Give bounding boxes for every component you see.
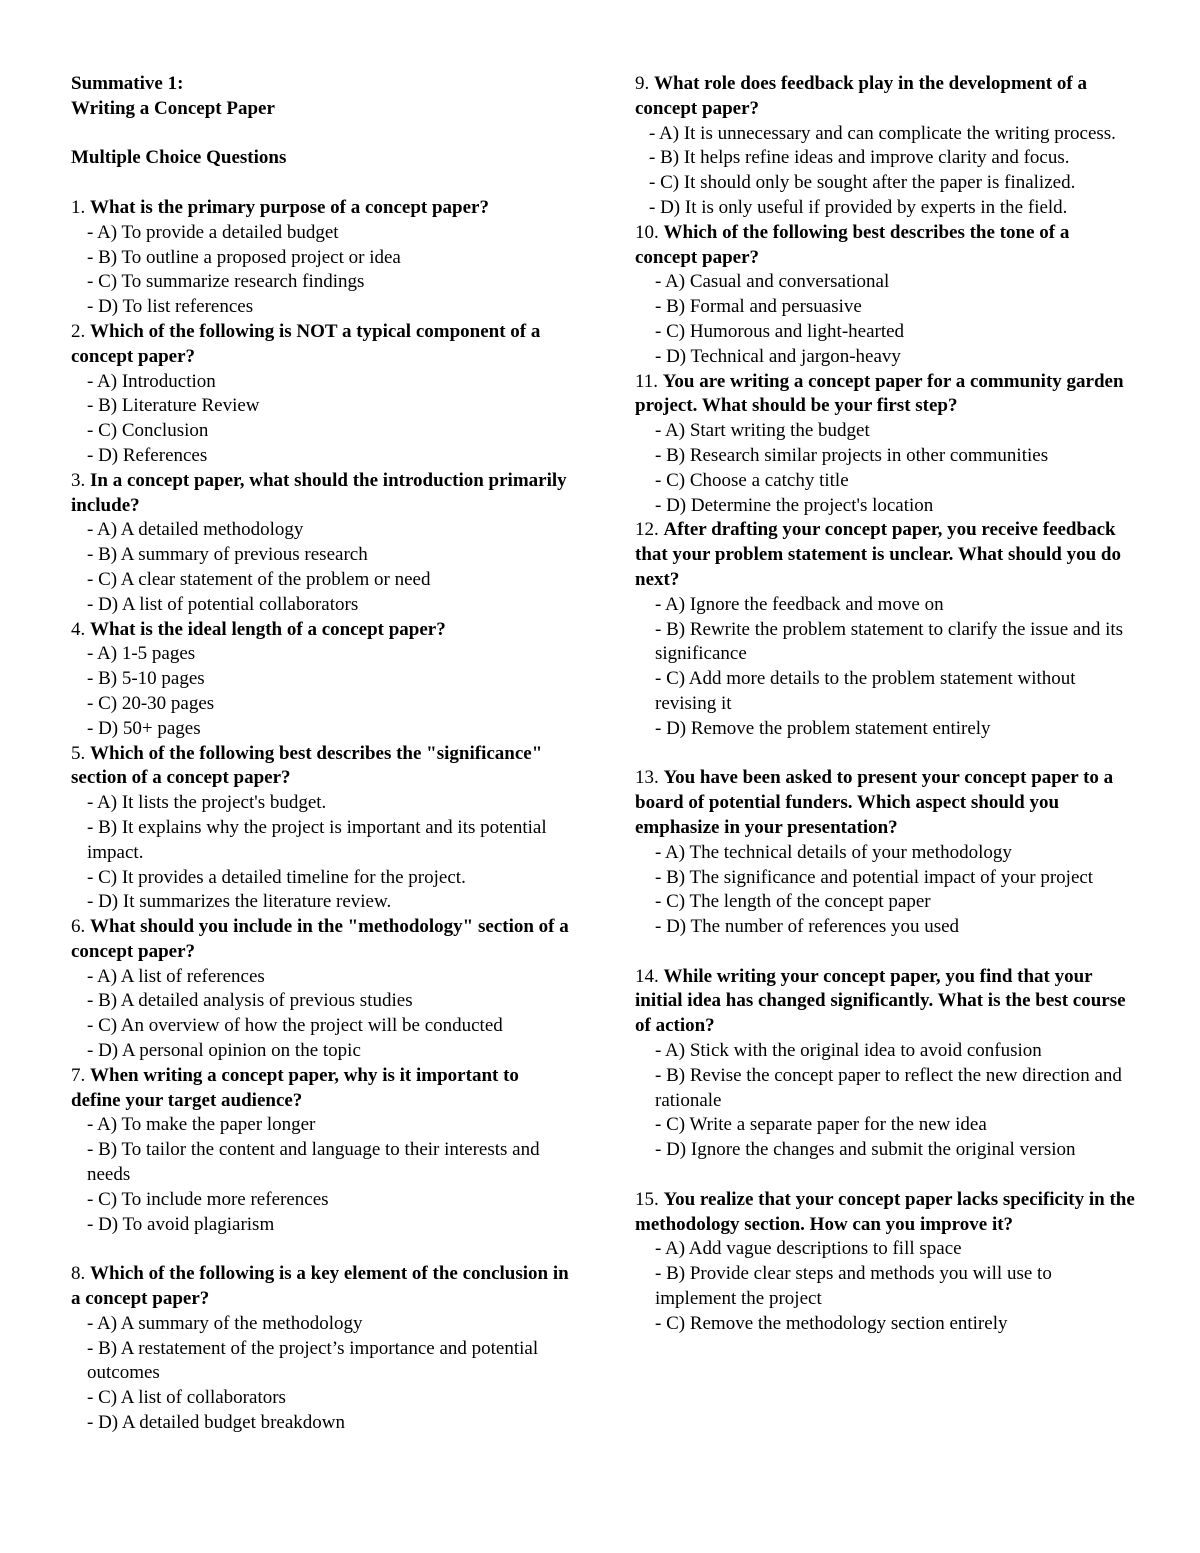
option-d: - D) To avoid plagiarism bbox=[87, 1213, 275, 1235]
question-number: 3. bbox=[71, 469, 86, 491]
question-number: 6. bbox=[71, 916, 86, 938]
option-c: - C) It should only be sought after the paper is finalized. bbox=[649, 172, 1076, 194]
option-a: - A) Start writing the budget bbox=[655, 420, 870, 442]
option-c: - C) Remove the methodology section entirely bbox=[655, 1312, 1008, 1334]
option-d: - D) Remove the problem statement entirely bbox=[655, 717, 991, 739]
option-d: - D) The number of references you used bbox=[655, 916, 960, 938]
question-11 bbox=[635, 370, 1135, 519]
option-d: - D) Technical and jargon-heavy bbox=[655, 345, 901, 367]
option-a: - A) Casual and conversational bbox=[655, 271, 890, 293]
question-number: 9. bbox=[635, 73, 650, 94]
option-c: - C) To include more references bbox=[87, 1188, 329, 1210]
question-number: 14. bbox=[635, 965, 659, 987]
question-number: 10. bbox=[635, 221, 659, 243]
question-13 bbox=[635, 766, 1135, 940]
option-b: - B) A detailed analysis of previous studies bbox=[87, 990, 413, 1012]
option-d: - D) Ignore the changes and submit the original version bbox=[655, 1139, 1076, 1161]
question-stem: When writing a concept paper, why is it important to define your target audience? bbox=[71, 1064, 524, 1111]
question-9 bbox=[635, 72, 1135, 221]
option-c: - C) A clear statement of the problem or need bbox=[87, 568, 431, 590]
question-stem: What role does feedback play in the development of a concept paper? bbox=[635, 73, 1092, 119]
option-a: - A) To make the paper longer bbox=[87, 1114, 316, 1136]
option-c: - C) Humorous and light-hearted bbox=[655, 320, 905, 342]
question-4 bbox=[71, 618, 571, 742]
option-c: - C) Write a separate paper for the new idea bbox=[655, 1114, 987, 1136]
question-stem: You are writing a concept paper for a community garden project. What should be your first step? bbox=[635, 370, 1129, 417]
question-2 bbox=[71, 320, 571, 469]
option-c: - C) A list of collaborators bbox=[87, 1387, 286, 1409]
question-stem: Which of the following best describes the tone of a concept paper? bbox=[635, 221, 1075, 268]
question-number: 15. bbox=[635, 1188, 659, 1210]
option-b: - B) It helps refine ideas and improve clarity and focus. bbox=[649, 147, 1070, 169]
option-b: - B) Literature Review bbox=[87, 395, 260, 417]
option-c: - C) The length of the concept paper bbox=[655, 891, 931, 913]
question-stem: After drafting your concept paper, you receive feedback that your problem statement is unclear. What should you do next? bbox=[635, 519, 1126, 590]
question-stem: You realize that your concept paper lacks specificity in the methodology section. How can you improve it? bbox=[635, 1188, 1140, 1235]
option-c: - C) It provides a detailed timeline for the project. bbox=[87, 866, 466, 888]
question-number: 5. bbox=[71, 742, 86, 764]
option-c: - C) Conclusion bbox=[87, 420, 209, 442]
question-stem: What is the primary purpose of a concept paper? bbox=[90, 196, 489, 218]
option-a: - A) Ignore the feedback and move on bbox=[655, 593, 944, 615]
question-stem: Which of the following is a key element of the conclusion in a concept paper? bbox=[71, 1263, 574, 1310]
question-12 bbox=[635, 518, 1135, 741]
option-a: - A) The technical details of your methodology bbox=[655, 841, 1012, 863]
option-b: - B) A summary of previous research bbox=[87, 544, 368, 566]
question-7 bbox=[71, 1064, 571, 1238]
option-d: - D) It is only useful if provided by experts in the field. bbox=[649, 196, 1068, 218]
option-c: - C) An overview of how the project will be conducted bbox=[87, 1015, 503, 1037]
option-a: - A) Introduction bbox=[87, 370, 216, 392]
option-d: - D) 50+ pages bbox=[87, 717, 201, 739]
option-d: - D) To list references bbox=[87, 296, 254, 318]
question-stem: You have been asked to present your concept paper to a board of potential funders. Which aspect should you emphasize in your presentation? bbox=[635, 767, 1118, 838]
question-number: 7. bbox=[71, 1064, 86, 1086]
option-d: - D) A personal opinion on the topic bbox=[87, 1040, 361, 1062]
question-number: 4. bbox=[71, 618, 86, 640]
option-d: - D) Determine the project's location bbox=[655, 494, 934, 516]
question-number: 12. bbox=[635, 519, 659, 541]
question-6 bbox=[71, 915, 574, 1064]
option-b: - B) It explains why the project is important and its potential impact. bbox=[87, 816, 552, 863]
option-b: - B) Rewrite the problem statement to clarify the issue and its significance bbox=[655, 618, 1128, 665]
question-number: 1. bbox=[71, 196, 86, 218]
option-d: - D) A detailed budget breakdown bbox=[87, 1412, 346, 1434]
option-a: - A) A list of references bbox=[87, 965, 265, 987]
right-column bbox=[635, 72, 1140, 1337]
option-b: - B) Revise the concept paper to reflect the new direction and rationale bbox=[655, 1064, 1127, 1111]
question-number: 11. bbox=[635, 370, 659, 392]
option-a: - A) Add vague descriptions to fill space bbox=[655, 1238, 962, 1260]
document-title: Summative 1: bbox=[71, 73, 184, 94]
option-d: - D) References bbox=[87, 444, 208, 466]
option-b: - B) Research similar projects in other communities bbox=[655, 444, 1049, 466]
option-b: - B) To tailor the content and language to their interests and needs bbox=[87, 1139, 545, 1186]
option-a: - A) It is unnecessary and can complicate the writing process. bbox=[649, 122, 1116, 144]
question-5 bbox=[71, 742, 571, 916]
option-d: - D) It summarizes the literature review. bbox=[87, 891, 392, 913]
question-stem: What is the ideal length of a concept paper? bbox=[90, 618, 446, 640]
section-heading: Multiple Choice Questions bbox=[71, 147, 287, 169]
option-b: - B) Provide clear steps and methods you will use to implement the project bbox=[655, 1263, 1057, 1310]
question-stem: Which of the following best describes the "significance" section of a concept paper? bbox=[71, 742, 548, 789]
option-b: - B) A restatement of the project’s importance and potential outcomes bbox=[87, 1337, 543, 1384]
option-a: - A) Stick with the original idea to avoid confusion bbox=[655, 1040, 1042, 1062]
question-1 bbox=[71, 196, 571, 320]
option-d: - D) A list of potential collaborators bbox=[87, 593, 359, 615]
question-stem: In a concept paper, what should the introduction primarily include? bbox=[71, 469, 572, 516]
option-a: - A) 1-5 pages bbox=[87, 643, 196, 665]
option-a: - A) A detailed methodology bbox=[87, 519, 304, 541]
question-number: 2. bbox=[71, 320, 86, 342]
question-number: 8. bbox=[71, 1263, 86, 1285]
question-stem: Which of the following is NOT a typical component of a concept paper? bbox=[71, 320, 546, 367]
question-8 bbox=[71, 1262, 574, 1436]
left-column bbox=[71, 72, 574, 1436]
option-a: - A) A summary of the methodology bbox=[87, 1312, 363, 1334]
option-c: - C) To summarize research findings bbox=[87, 271, 365, 293]
option-b: - B) To outline a proposed project or idea bbox=[87, 246, 401, 268]
question-stem: While writing your concept paper, you find that your initial idea has changed significantly. What is the best course of action? bbox=[635, 965, 1131, 1037]
question-15 bbox=[635, 1188, 1140, 1337]
option-c: - C) 20-30 pages bbox=[87, 692, 215, 714]
question-14 bbox=[635, 965, 1135, 1163]
question-stem: What should you include in the "methodology" section of a concept paper? bbox=[71, 916, 574, 962]
option-b: - B) The significance and potential impact of your project bbox=[655, 866, 1094, 888]
option-b: - B) Formal and persuasive bbox=[655, 296, 862, 318]
option-a: - A) It lists the project's budget. bbox=[87, 792, 327, 814]
option-b: - B) 5-10 pages bbox=[87, 668, 205, 690]
option-c: - C) Add more details to the problem statement without revising it bbox=[655, 668, 1081, 714]
question-number: 13. bbox=[635, 767, 659, 789]
document-subtitle: Writing a Concept Paper bbox=[71, 97, 275, 119]
option-c: - C) Choose a catchy title bbox=[655, 469, 849, 491]
question-10 bbox=[635, 221, 1135, 370]
option-a: - A) To provide a detailed budget bbox=[87, 221, 339, 243]
question-3 bbox=[71, 469, 571, 618]
